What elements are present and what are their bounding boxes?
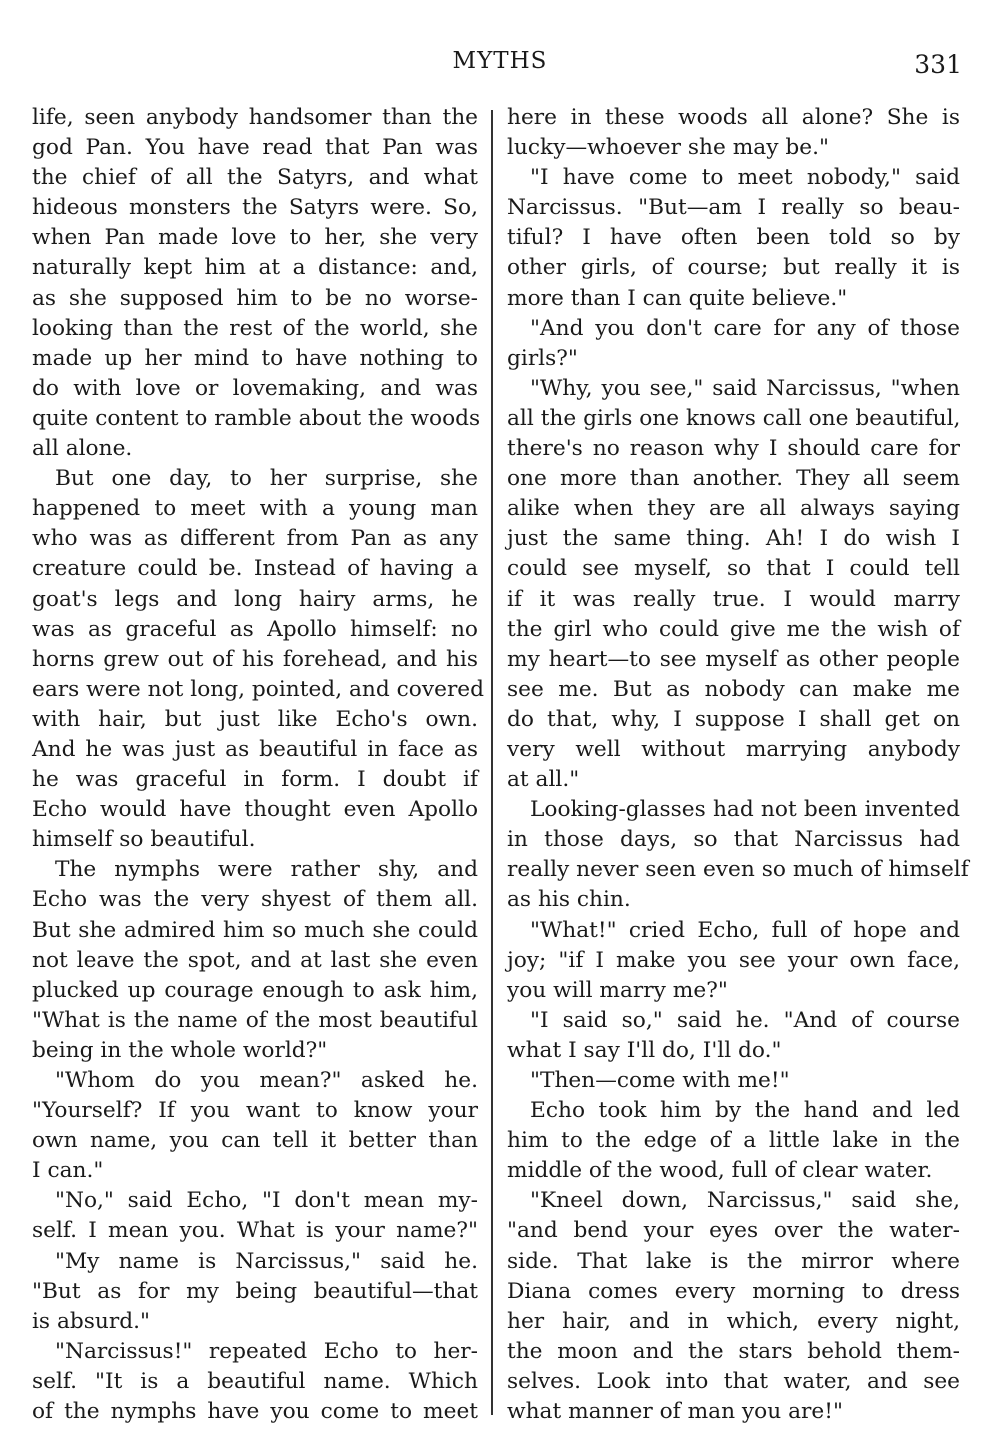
text-line: "But as for my being beautiful—that [32, 1278, 478, 1304]
text-line: very well without marrying anybody [507, 736, 960, 762]
text-line: alike when they are all always saying [507, 496, 960, 522]
text-line: himself so beautiful. [32, 827, 256, 853]
text-line: do that, why, I suppose I shall get on [507, 706, 960, 732]
text-line: horns grew out of his forehead, and his [32, 646, 478, 672]
text-line: self. "It is a beautiful name. Which [32, 1368, 478, 1394]
text-line: naturally kept him at a distance: and, [32, 255, 478, 281]
text-line: plucked up courage enough to ask him, [32, 977, 478, 1003]
text-line: he was graceful in form. I doubt if [32, 767, 478, 793]
page-number: 331 [914, 50, 962, 79]
text-line: side. That lake is the mirror where [507, 1248, 960, 1274]
text-line: as she supposed him to be no worse- [32, 285, 478, 311]
column-divider [491, 110, 493, 1415]
text-line: could see myself, so that I could tell [507, 556, 960, 582]
text-line: Diana comes every morning to dress [507, 1278, 960, 1304]
text-line: the moon and the stars behold them- [507, 1338, 960, 1364]
text-line: what manner of man you are!" [507, 1399, 843, 1425]
text-line: him to the edge of a little lake in the [507, 1128, 960, 1154]
text-line: Looking-glasses had not been invented [530, 797, 960, 823]
text-line: Echo took him by the hand and led [530, 1098, 960, 1124]
text-line: not leave the spot, and at last she even [32, 947, 478, 973]
text-line: happened to meet with a young man [32, 496, 478, 522]
text-line: was as graceful as Apollo himself: no [32, 616, 478, 642]
text-line: "Yourself? If you want to know your [32, 1098, 478, 1124]
text-line: is absurd." [32, 1308, 150, 1334]
text-line: lucky—whoever she may be." [507, 135, 829, 161]
text-line: "My name is Narcissus," said he. [55, 1248, 478, 1274]
text-line: "Narcissus!" repeated Echo to her- [55, 1338, 478, 1364]
text-line: more than I can quite believe." [507, 285, 848, 311]
text-line: at all." [507, 767, 580, 793]
text-line: "Then—come with me!" [530, 1068, 790, 1093]
text-line: with hair, but just like Echo's own. [32, 706, 478, 732]
text-line: there's no reason why I should care for [507, 436, 960, 462]
text-line: my heart—to see myself as other people [507, 646, 960, 672]
text-line: really never seen even so much of himself [507, 857, 969, 883]
text-line: one more than another. They all seem [507, 466, 960, 492]
right-column [507, 103, 969, 1427]
text-line: "Why, you see," said Narcissus, "when [530, 375, 960, 401]
text-line: girls?" [507, 345, 578, 371]
text-line: joy; "if I make you see your own face, [507, 947, 960, 973]
text-line: selves. Look into that water, and see [507, 1368, 960, 1394]
text-line: just the same thing. Ah! I do wish I [507, 526, 960, 552]
text-line: do with love or lovemaking, and was [32, 375, 478, 401]
text-line: when Pan made love to her, she very [32, 225, 478, 251]
text-line: tiful? I have often been told so by [507, 225, 960, 251]
text-line: the girl who could give me the wish of [507, 616, 960, 642]
text-line: looking than the rest of the world, she [32, 315, 478, 341]
text-line: And he was just as beautiful in face as [32, 736, 478, 762]
text-line: "and bend your eyes over the water- [507, 1218, 960, 1244]
text-line: The nymphs were rather shy, and [55, 857, 478, 883]
text-line: self. I mean you. What is your name?" [32, 1218, 478, 1244]
page-header [0, 44, 1000, 84]
text-line: in those days, so that Narcissus had [507, 827, 960, 853]
text-line: But she admired him so much she could [32, 917, 478, 943]
text-line: "I have come to meet nobody," said [530, 165, 960, 191]
text-line: all the girls one knows call one beautiful, [507, 405, 961, 431]
text-line: her hair, and in which, every night, [507, 1308, 960, 1334]
text-line: if it was really true. I would marry [507, 586, 960, 612]
text-line: life, seen anybody handsomer than the [32, 105, 478, 130]
text-line: of the nymphs have you come to meet [32, 1399, 478, 1425]
text-line: "Whom do you mean?" asked he. [55, 1068, 478, 1093]
running-head: MYTHS [452, 48, 548, 74]
text-line: what I say I'll do, I'll do." [507, 1037, 782, 1063]
text-line: you will marry me?" [507, 977, 728, 1003]
text-line: here in these woods all alone? She is [507, 105, 960, 130]
text-line: middle of the wood, full of clear water. [507, 1158, 933, 1184]
text-line: as his chin. [507, 887, 631, 913]
text-line: hideous monsters the Satyrs were. So, [32, 195, 478, 221]
text-line: creature could be. Instead of having a [32, 556, 478, 582]
text-line: Echo was the very shyest of them all. [32, 887, 478, 913]
text-line: Echo would have thought even Apollo [32, 797, 478, 823]
text-line: But one day, to her surprise, she [55, 466, 478, 492]
text-line: ears were not long, pointed, and covered [32, 676, 485, 702]
text-line: other girls, of course; but really it is [507, 255, 960, 281]
text-line: "I said so," said he. "And of course [530, 1007, 960, 1033]
text-line: "And you don't care for any of those [530, 315, 960, 341]
left-column [32, 103, 485, 1427]
text-line: "No," said Echo, "I don't mean my- [55, 1188, 478, 1214]
text-line: "What is the name of the most beautiful [32, 1007, 478, 1033]
text-line: see me. But as nobody can make me [507, 676, 960, 702]
text-line: made up her mind to have nothing to [32, 345, 478, 371]
text-line: the chief of all the Satyrs, and what [32, 165, 478, 191]
text-line: all alone. [32, 436, 133, 462]
text-line: "What!" cried Echo, full of hope and [530, 917, 960, 943]
text-line: being in the whole world?" [32, 1037, 328, 1063]
text-line: who was as different from Pan as any [32, 526, 478, 552]
text-line: god Pan. You have read that Pan was [32, 135, 478, 161]
text-line: goat's legs and long hairy arms, he [32, 586, 478, 612]
text-line: quite content to ramble about the woods [32, 405, 481, 431]
text-line: I can." [32, 1158, 104, 1184]
text-line: Narcissus. "But—am I really so beau- [507, 195, 960, 221]
text-line: "Kneel down, Narcissus," said she, [530, 1188, 960, 1214]
text-line: own name, you can tell it better than [32, 1128, 478, 1154]
